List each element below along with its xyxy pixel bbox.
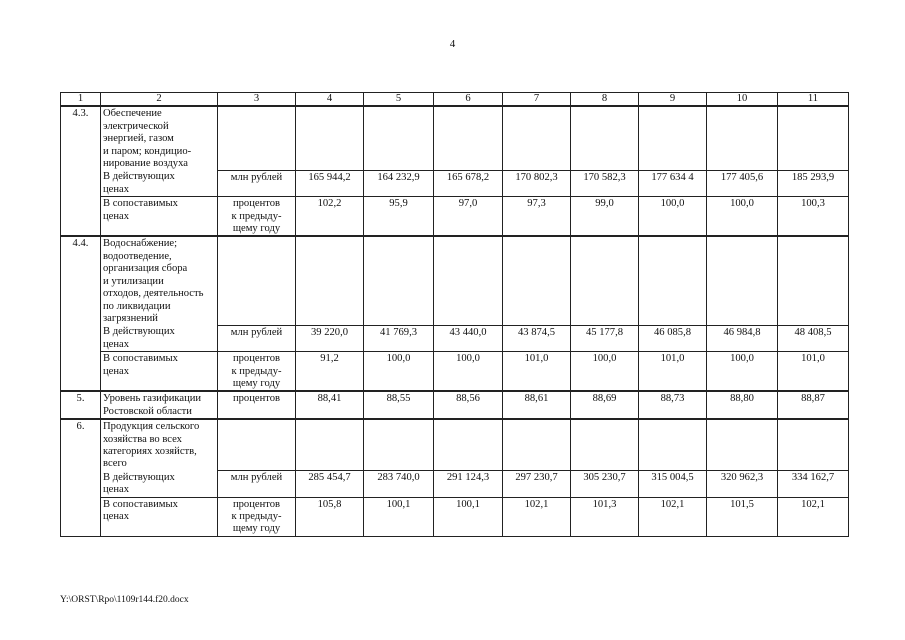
empty-cell — [434, 106, 503, 170]
section-title-row — [61, 419, 849, 471]
empty-number-cell — [61, 497, 101, 536]
value-cell: 100,1 — [364, 497, 434, 536]
empty-cell — [296, 419, 364, 471]
value-cell: 99,0 — [571, 197, 639, 237]
value-cell: 315 004,5 — [639, 471, 707, 497]
table-row — [61, 197, 849, 237]
value-cell: 100,0 — [364, 352, 434, 392]
empty-cell — [639, 236, 707, 325]
value-cell: 41 769,3 — [364, 325, 434, 351]
sub-indicator-label: В действующих ценах — [101, 471, 218, 497]
value-cell: 97,3 — [503, 197, 571, 237]
column-number-header: 7 — [503, 93, 571, 107]
empty-cell — [571, 236, 639, 325]
value-cell: 305 230,7 — [571, 471, 639, 497]
value-cell: 43 874,5 — [503, 325, 571, 351]
unit-cell: процентов к предыду- щему году — [218, 352, 296, 392]
indicator-name: Уровень газификации Ростовской области — [101, 391, 218, 419]
value-cell: 102,1 — [639, 497, 707, 536]
value-cell: 334 162,7 — [778, 471, 849, 497]
unit-cell: процентов к предыду- щему году — [218, 197, 296, 237]
empty-cell — [778, 106, 849, 170]
row-number: 4.3. — [61, 106, 101, 170]
empty-cell — [218, 106, 296, 170]
section-title: Продукция сельского хозяйства во всех категориях хозяйств, всего — [101, 419, 218, 471]
column-number-header: 2 — [101, 93, 218, 107]
unit-cell: млн рублей — [218, 471, 296, 497]
value-cell: 48 408,5 — [778, 325, 849, 351]
value-cell: 320 962,3 — [707, 471, 778, 497]
value-cell: 88,69 — [571, 391, 639, 419]
empty-cell — [503, 419, 571, 471]
empty-cell — [364, 419, 434, 471]
value-cell: 165 678,2 — [434, 170, 503, 196]
value-cell: 101,0 — [778, 352, 849, 392]
unit-cell: процентов к предыду- щему году — [218, 497, 296, 536]
unit-cell: млн рублей — [218, 325, 296, 351]
section-title: Водоснабжение; водоотведение, организация сбора и утилизации отходов, деятельность по ликвидации загрязнений — [101, 236, 218, 325]
value-cell: 100,3 — [778, 197, 849, 237]
table-row — [61, 170, 849, 196]
empty-cell — [218, 419, 296, 471]
value-cell: 185 293,9 — [778, 170, 849, 196]
section-title: Обеспечение электрической энергией, газом и паром; кондицио- нирование воздуха — [101, 106, 218, 170]
value-cell: 46 085,8 — [639, 325, 707, 351]
table-row — [61, 497, 849, 536]
empty-cell — [707, 106, 778, 170]
value-cell: 177 634 4 — [639, 170, 707, 196]
column-number-header: 11 — [778, 93, 849, 107]
value-cell: 102,1 — [503, 497, 571, 536]
value-cell: 100,0 — [639, 197, 707, 237]
value-cell: 97,0 — [434, 197, 503, 237]
row-number: 4.4. — [61, 236, 101, 325]
sub-indicator-label: В действующих ценах — [101, 170, 218, 196]
empty-cell — [778, 419, 849, 471]
value-cell: 101,5 — [707, 497, 778, 536]
column-number-header: 10 — [707, 93, 778, 107]
empty-cell — [707, 236, 778, 325]
unit-cell: процентов — [218, 391, 296, 419]
empty-number-cell — [61, 471, 101, 497]
empty-cell — [296, 236, 364, 325]
sub-indicator-label: В сопоставимых ценах — [101, 497, 218, 536]
empty-cell — [503, 236, 571, 325]
row-number: 6. — [61, 419, 101, 471]
unit-cell: млн рублей — [218, 170, 296, 196]
empty-cell — [364, 236, 434, 325]
value-cell: 102,1 — [778, 497, 849, 536]
value-cell: 88,41 — [296, 391, 364, 419]
value-cell: 88,55 — [364, 391, 434, 419]
empty-cell — [434, 419, 503, 471]
value-cell: 170 802,3 — [503, 170, 571, 196]
value-cell: 91,2 — [296, 352, 364, 392]
value-cell: 101,0 — [639, 352, 707, 392]
row-number: 5. — [61, 391, 101, 419]
value-cell: 283 740,0 — [364, 471, 434, 497]
value-cell: 291 124,3 — [434, 471, 503, 497]
value-cell: 88,56 — [434, 391, 503, 419]
empty-number-cell — [61, 325, 101, 351]
value-cell: 45 177,8 — [571, 325, 639, 351]
value-cell: 88,73 — [639, 391, 707, 419]
table-row — [61, 352, 849, 392]
empty-cell — [218, 236, 296, 325]
value-cell: 100,1 — [434, 497, 503, 536]
column-number-header: 1 — [61, 93, 101, 107]
value-cell: 285 454,7 — [296, 471, 364, 497]
column-number-header: 6 — [434, 93, 503, 107]
value-cell: 95,9 — [364, 197, 434, 237]
empty-cell — [364, 106, 434, 170]
value-cell: 46 984,8 — [707, 325, 778, 351]
value-cell: 170 582,3 — [571, 170, 639, 196]
column-number-row — [61, 93, 849, 107]
column-number-header: 9 — [639, 93, 707, 107]
value-cell: 43 440,0 — [434, 325, 503, 351]
section-title-row — [61, 106, 849, 170]
empty-cell — [434, 236, 503, 325]
empty-cell — [707, 419, 778, 471]
empty-number-cell — [61, 352, 101, 392]
value-cell: 164 232,9 — [364, 170, 434, 196]
value-cell: 88,87 — [778, 391, 849, 419]
section-title-row — [61, 236, 849, 325]
empty-cell — [778, 236, 849, 325]
empty-cell — [571, 106, 639, 170]
value-cell: 88,80 — [707, 391, 778, 419]
value-cell: 100,0 — [571, 352, 639, 392]
value-cell: 177 405,6 — [707, 170, 778, 196]
column-number-header: 4 — [296, 93, 364, 107]
value-cell: 297 230,7 — [503, 471, 571, 497]
value-cell: 105,8 — [296, 497, 364, 536]
sub-indicator-label: В сопоставимых ценах — [101, 352, 218, 392]
column-number-header: 5 — [364, 93, 434, 107]
empty-number-cell — [61, 197, 101, 237]
page-number: 4 — [449, 38, 456, 50]
value-cell: 100,0 — [707, 352, 778, 392]
value-cell: 100,0 — [707, 197, 778, 237]
column-number-header: 8 — [571, 93, 639, 107]
sub-indicator-label: В сопоставимых ценах — [101, 197, 218, 237]
value-cell: 102,2 — [296, 197, 364, 237]
empty-number-cell — [61, 170, 101, 196]
empty-cell — [639, 106, 707, 170]
value-cell: 100,0 — [434, 352, 503, 392]
table-row — [61, 471, 849, 497]
empty-cell — [296, 106, 364, 170]
value-cell: 88,61 — [503, 391, 571, 419]
table-row — [61, 391, 849, 419]
value-cell: 165 944,2 — [296, 170, 364, 196]
table-row — [61, 325, 849, 351]
empty-cell — [571, 419, 639, 471]
empty-cell — [503, 106, 571, 170]
value-cell: 39 220,0 — [296, 325, 364, 351]
empty-cell — [639, 419, 707, 471]
sub-indicator-label: В действующих ценах — [101, 325, 218, 351]
value-cell: 101,3 — [571, 497, 639, 536]
column-number-header: 3 — [218, 93, 296, 107]
value-cell: 101,0 — [503, 352, 571, 392]
file-path-footer: Y:\ORST\Rpo\1109r144.f20.docx — [60, 595, 189, 605]
data-table — [60, 92, 849, 537]
